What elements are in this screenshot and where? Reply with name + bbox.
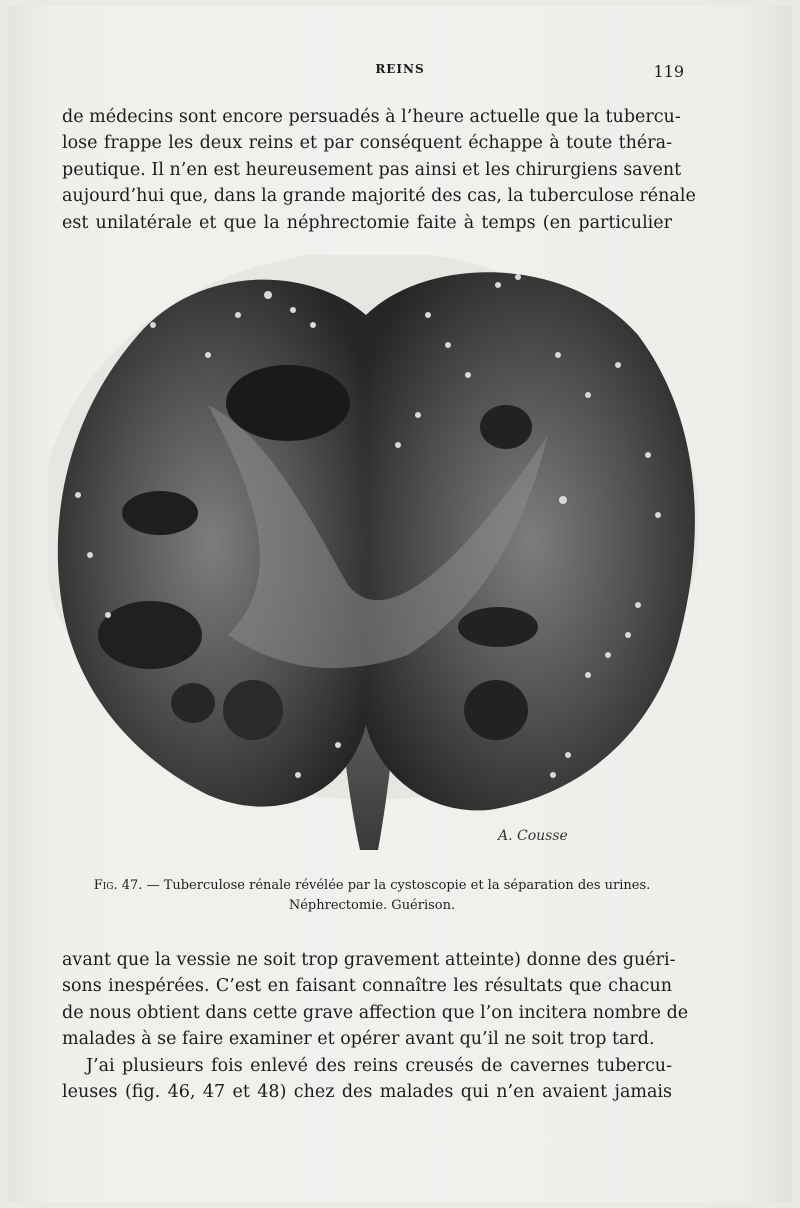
text-line: lose frappe les deux reins et par conséquent échappe à toute théra- — [62, 133, 672, 154]
text-line: aujourd’hui que, dans la grande majorité des cas, la tuberculose rénale — [62, 186, 696, 207]
cavity — [464, 680, 528, 740]
top-paragraph — [62, 104, 696, 236]
caption-line-1 — [70, 876, 674, 896]
artist-signature: A. Cousse — [498, 828, 568, 844]
cavity — [223, 680, 283, 740]
text-line: de nous obtient dans cette grave affection que l’on incitera nombre de — [62, 1002, 689, 1023]
kidney-illustration — [48, 255, 698, 855]
cavity — [480, 405, 532, 449]
cavity — [98, 601, 202, 669]
text-line: leuses (fig. 46, 47 et 48) chez des malades qui n’en avaient jamais — [62, 1082, 672, 1103]
figure-label: Fig. 47. — [93, 878, 143, 893]
text-line: avant que la vessie ne soit trop gravement atteinte) donne des guéri- — [62, 950, 676, 970]
text-line: J’ai plusieurs fois enlevé des reins creusés de cavernes tubercu- — [86, 1055, 672, 1076]
figure-caption — [70, 876, 674, 916]
kidney-right-half — [366, 272, 695, 810]
text-line: est unilatérale et que la néphrectomie faite à temps (en particulier — [62, 212, 672, 233]
caption-text: — Tuberculose rénale révélée par la cystoscopie et la séparation des urines. — [146, 878, 651, 893]
text-line: malades à se faire examiner et opérer avant qu’il ne soit trop tard. — [62, 1029, 655, 1050]
bottom-paragraph — [62, 947, 689, 1105]
text-line: de médecins sont encore persuadés à l’heure actuelle que la tubercu- — [62, 107, 681, 127]
cavity — [122, 491, 198, 535]
cavity — [171, 683, 215, 723]
cavity — [226, 365, 350, 441]
text-line: peutique. Il n’en est heureusement pas ainsi et les chirurgiens savent — [62, 159, 682, 180]
running-head: REINS — [375, 62, 425, 76]
cavity — [458, 607, 538, 647]
text-line: sons inespérées. C’est en faisant connaître les résultats que chacun — [62, 976, 672, 997]
caption-line-2: Néphrectomie. Guérison. — [288, 898, 456, 913]
page-number: 119 — [653, 62, 684, 81]
